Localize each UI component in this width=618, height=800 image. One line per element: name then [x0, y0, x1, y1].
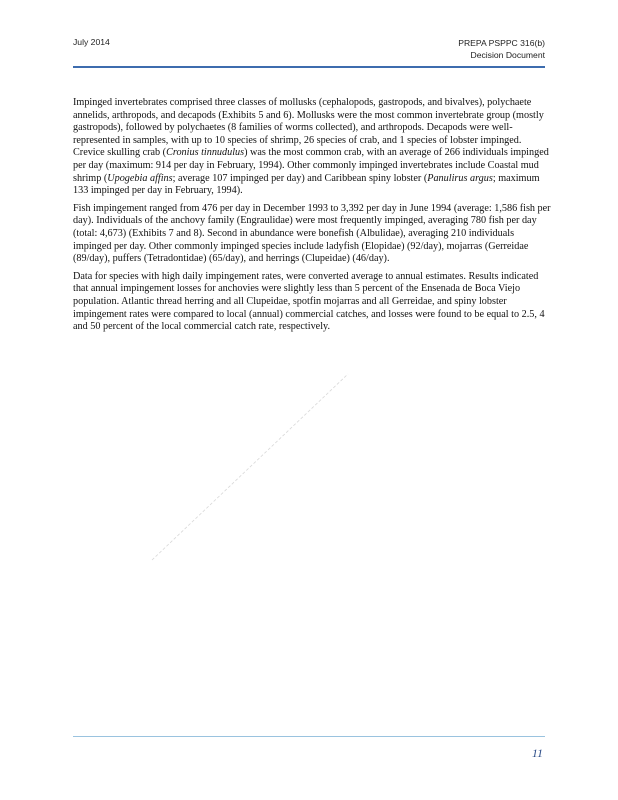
footer-rule	[73, 736, 545, 737]
paragraph-fish-impingement: Fish impingement ranged from 476 per day in December 1993 to 3,392 per day in June 1994 (average: 1,586 fish per day). Individuals of the anchovy family (Engraulidae) were most frequently impinged, averaging 780 fish per day (total: 4,673) (Exhibits 7 and 8). Second in abundance were bonefish (Albulidae), averaging 210 individuals impinged per day. Other commonly impinged species include ladyfish (Elopidae) (92/day), mojarras (Gerreidae (89/day), puffers (Tetradontidae) (65/day), and herrings (Clupeidae) (46/day).	[73, 202, 551, 265]
header-date: July 2014	[73, 37, 110, 47]
species-name: Cronius tinnudulus	[166, 147, 245, 159]
header-doc-type: Decision Document	[470, 50, 545, 60]
species-name: Upogebia affins	[107, 172, 173, 184]
body-text	[73, 97, 551, 339]
species-name: Panulirus argus	[427, 172, 493, 184]
page-number: 11	[531, 746, 543, 760]
paragraph-annual-estimates: Data for species with high daily impingement rates, were converted average to annual estimates. Results indicated that annual impingement losses for anchovies were slightly less than 5 percent of the Ensenada de Boca Viejo population. Atlantic thread herring and all Clupeidae, spotfin mojarras and all Gerreidae, and spiny lobster impingement rates were compared to local (annual) commercial catches, and losses were found to be equal to 2.5, 4 and 50 percent of the local commercial catch rate, respectively.	[73, 270, 545, 333]
paragraph-invertebrates: Impinged invertebrates comprised three classes of mollusks (cephalopods, gastropods, and bivalves), polychaete annelids, arthropods, and decapods (Exhibits 5 and 6). Mollusks were the most common invertebrate group (mostly gastropods), followed by polychaetes (8 families of worms collected), and arthropods. Decapods were well-represented in samples, with up to 10 species of shrimp, 26 species of crab, and 1 species of lobster impinged. Crevice skulling crab (Cronius tinnudulus) was the most common crab, with an average of 266 individuals impinged per day (maximum: 914 per day in February, 1994). Other commonly impinged invertebrates include Coastal mud shrimp (Upogebia affins; average 107 impinged per day) and Caribbean spiny lobster (Panulirus argus; maximum 133 impinged per day in February, 1994).	[73, 97, 549, 197]
header-doc-id: PREPA PSPPC 316(b)	[458, 38, 545, 48]
